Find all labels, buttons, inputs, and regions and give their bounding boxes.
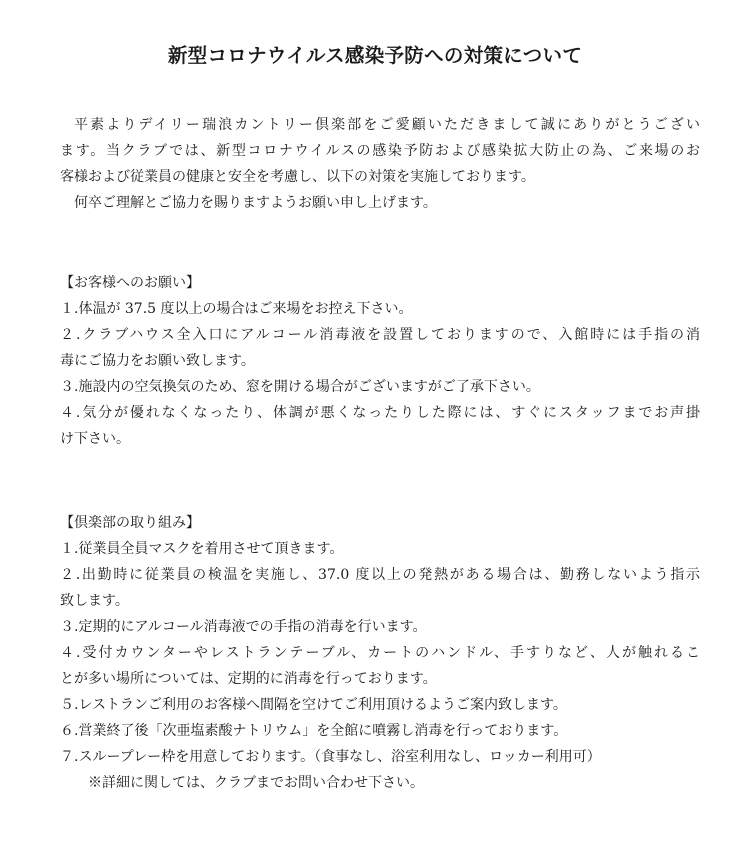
list-item-continuation: け下さい。 xyxy=(60,431,130,447)
page-title: 新型コロナウイルス感染予防への対策について xyxy=(167,44,583,67)
list-item: ２.クラブハウス全入口にアルコール消毒液を設置しておりますので、入館時には手指の消 xyxy=(60,327,700,343)
section-heading: 【お客様へのお願い】 xyxy=(60,275,200,291)
list-item: ４.受付カウンターやレストランテーブル、カートのハンドル、手すりなど、人が触れるこ xyxy=(60,645,700,661)
contact-note: ※詳細に関しては、クラブまでお問い合わせ下さい。 xyxy=(88,775,424,791)
club-measures-section xyxy=(60,510,700,796)
list-item: ３.施設内の空気換気のため、窓を開ける場合がございますがご了承下さい。 xyxy=(60,379,540,395)
list-item-continuation: とが多い場所については、定期的に消毒を行っております。 xyxy=(60,671,437,687)
guest-requests-section xyxy=(60,270,700,452)
list-item: １.従業員全員マスクを着用させて頂きます。 xyxy=(60,541,344,557)
intro-line: ます。当クラブでは、新型コロナウイルスの感染予防および感染拡大防止の為、ご来場のお xyxy=(60,143,700,159)
intro-line: 客様および従業員の健康と安全を考慮し、以下の対策を実施しております。 xyxy=(60,169,535,185)
list-item-continuation: 致します。 xyxy=(60,593,129,609)
list-item: ２.出勤時に従業員の検温を実施し、37.0 度以上の発熱がある場合は、勤務しないよう指示 xyxy=(60,567,700,583)
list-item: ３.定期的にアルコール消毒液での手指の消毒を行います。 xyxy=(60,619,427,635)
list-item: ４.気分が優れなくなったり、体調が悪くなったりした際には、すぐにスタッフまでお声掛 xyxy=(60,405,700,421)
list-item: ７.スループレー枠を用意しております。（食事なし、浴室利用なし、ロッカー利用可） xyxy=(60,749,601,765)
list-item: １.体温が 37.5 度以上の場合はご来場をお控え下さい。 xyxy=(60,301,413,317)
intro-line: 平素よりデイリー瑞浪カントリー倶楽部をご愛顧いただきまして誠にありがとうござい xyxy=(74,117,700,133)
section-heading: 【倶楽部の取り組み】 xyxy=(60,515,200,531)
list-item-continuation: 毒にご協力をお願い致します。 xyxy=(60,353,255,369)
intro-paragraph xyxy=(60,112,700,216)
intro-line: 何卒ご理解とご協力を賜りますようお願い申し上げます。 xyxy=(74,195,437,211)
list-item: ５.レストランご利用のお客様へ間隔を空けてご利用頂けるようご案内致します。 xyxy=(60,697,567,713)
list-item: ６.営業終了後「次亜塩素酸ナトリウム」を全館に噴霧し消毒を行っております。 xyxy=(60,723,568,739)
